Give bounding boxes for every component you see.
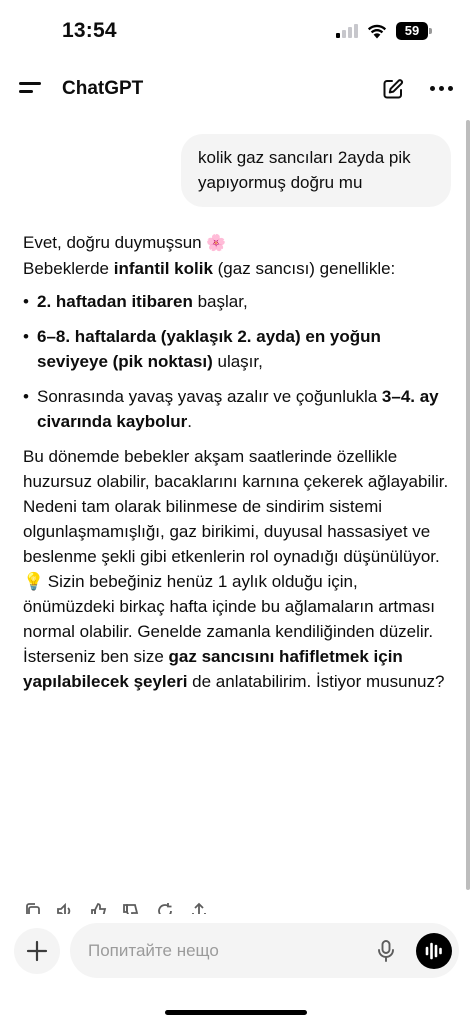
message-input[interactable] bbox=[88, 939, 368, 963]
ellipsis-icon[interactable] bbox=[430, 86, 454, 92]
flower-emoji-icon: 🌸 bbox=[206, 235, 227, 252]
app-header bbox=[0, 66, 473, 114]
cellular-signal-icon bbox=[336, 24, 360, 38]
list-item-bold: 3–4. ay civarında kaybolur bbox=[37, 387, 439, 431]
battery-level: 59 bbox=[404, 23, 420, 38]
tip-text: Sizin bebeğiniz henüz 1 aylık olduğu için, önümüzdeki birkaç hafta içinde bu ağlamaların artması normal olabilir. Genelde zamanla kendiliğinden düzelir. bbox=[23, 572, 435, 641]
list-item bbox=[23, 324, 453, 374]
list-item-bold: 2. haftadan itibaren bbox=[37, 292, 193, 311]
intro-text: Bebeklerde bbox=[23, 259, 114, 278]
list-item-text: Sonrasında yavaş yavaş azalır ve çoğunlukla bbox=[37, 387, 382, 406]
list-item bbox=[23, 384, 453, 434]
status-bar bbox=[0, 0, 473, 60]
intro-text-end: (gaz sancısı) genellikle: bbox=[212, 259, 396, 278]
list-item-text: ulaşır, bbox=[212, 352, 263, 371]
assistant-tip bbox=[23, 569, 453, 644]
kolik-timeline-list bbox=[23, 289, 453, 434]
assistant-message bbox=[23, 230, 453, 694]
assistant-intro bbox=[23, 256, 453, 281]
compose-icon[interactable] bbox=[381, 77, 405, 101]
list-item bbox=[23, 289, 453, 314]
intro-bold: infantil kolik bbox=[113, 259, 213, 278]
wifi-icon bbox=[366, 22, 388, 39]
user-message-bubble: kolik gaz sancıları 2ayda pik yapıyormuş doğru mu bbox=[181, 134, 451, 207]
assistant-greeting bbox=[23, 230, 453, 256]
assistant-paragraph: Bu dönemde bebekler akşam saatlerinde özellikle huzursuz olabilir, bacaklarını karnına çekerek ağlayabilir. Nedeni tam olarak bilinmese de sindirim sistemi olgunlaşmamışlığı, gaz birikimi, duyusal hassasiyet ve beslenme şekli gibi etkenlerin rol oynadığı düşünülüyor. bbox=[23, 447, 449, 566]
offer-text-end: de anlatabilirim. İstiyor musunuz? bbox=[187, 672, 445, 691]
hamburger-menu-icon[interactable] bbox=[19, 79, 43, 99]
voice-mode-icon bbox=[416, 933, 452, 969]
home-indicator bbox=[165, 1010, 307, 1015]
scrollbar[interactable] bbox=[466, 120, 470, 890]
microphone-icon[interactable] bbox=[376, 939, 396, 963]
assistant-offer bbox=[23, 644, 453, 694]
offer-bold: gaz sancısını hafifletmek için yapılabilecek şeyleri bbox=[23, 647, 403, 691]
list-item-bold: 6–8. haftalarda (yaklaşık 2. ayda) en yoğun seviyeye (pik noktası) bbox=[37, 327, 381, 371]
battery-icon bbox=[396, 22, 432, 40]
status-time: 13:54 bbox=[62, 19, 117, 42]
plus-icon bbox=[14, 928, 60, 974]
app-title: ChatGPT bbox=[62, 78, 144, 99]
list-item-text-end: . bbox=[187, 412, 192, 431]
composer bbox=[0, 914, 473, 1024]
greeting-text: Evet, doğru duymuşsun bbox=[23, 233, 202, 252]
lightbulb-emoji-icon: 💡 bbox=[23, 572, 45, 591]
voice-mode-button[interactable] bbox=[416, 933, 452, 969]
list-item-text: başlar, bbox=[192, 292, 248, 311]
add-attachment-button[interactable] bbox=[14, 928, 60, 974]
offer-text: İsterseniz ben size bbox=[23, 647, 169, 666]
message-input-container bbox=[70, 923, 459, 978]
